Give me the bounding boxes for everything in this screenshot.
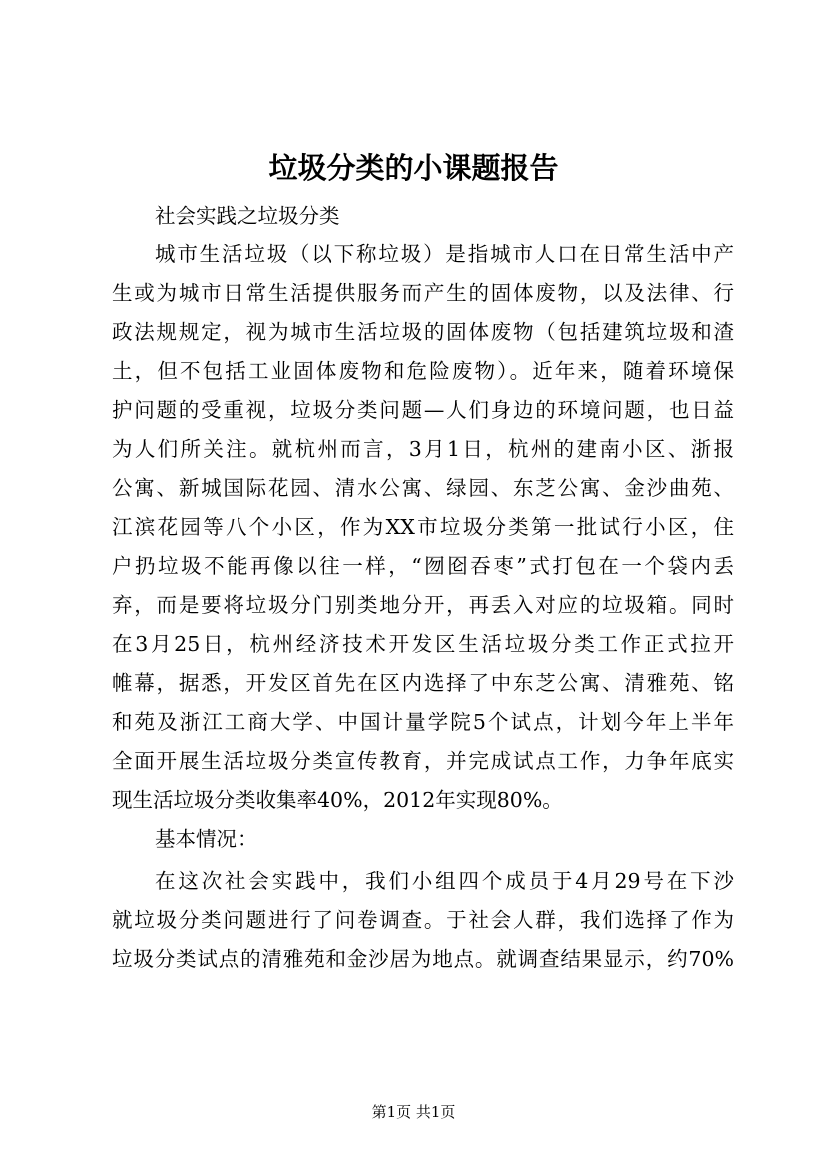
paragraph-line: 护问题的受重视，垃圾分类问题—人们身边的环境问题，也日益 xyxy=(112,398,734,422)
paragraph-line: 垃圾分类试点的清雅苑和金沙居为地点。就调查结果显示，约70% xyxy=(112,947,734,971)
subtitle-line: 社会实践之垃圾分类 xyxy=(155,204,340,228)
paragraph-line: 全面开展生活垃圾分类宣传教育，并完成试点工作，力争年底实 xyxy=(112,749,734,773)
paragraph-line: 在这次社会实践中，我们小组四个成员于4月29号在下沙 xyxy=(155,869,734,893)
paragraph-line: 帷幕，据悉，开发区首先在区内选择了中东芝公寓、清雅苑、铭 xyxy=(112,671,734,695)
paragraph-line: 政法规规定，视为城市生活垃圾的固体废物（包括建筑垃圾和渣 xyxy=(112,320,734,344)
document-title: 垃圾分类的小课题报告 xyxy=(268,151,559,185)
paragraph-line: 户扔垃圾不能再像以往一样，“囫囵吞枣”式打包在一个袋内丢 xyxy=(112,554,734,578)
paragraph-line: 和苑及浙江工商大学、中国计量学院5个试点，计划今年上半年 xyxy=(112,710,734,734)
paragraph-line: 弃，而是要将垃圾分门别类地分开，再丢入对应的垃圾箱。同时 xyxy=(112,593,734,617)
section-heading: 基本情况： xyxy=(155,827,258,851)
paragraph-line: 生或为城市日常生活提供服务而产生的固体废物，以及法律、行 xyxy=(112,281,734,305)
paragraph-line: 江滨花园等八个小区，作为XX市垃圾分类第一批试行小区，住 xyxy=(112,515,734,539)
paragraph-line: 就垃圾分类问题进行了问卷调查。于社会人群，我们选择了作为 xyxy=(112,908,734,932)
page-footer: 第1页 共1页 xyxy=(371,1103,456,1121)
paragraph-line: 现生活垃圾分类收集率40%，2012年实现80%。 xyxy=(112,788,563,812)
paragraph-line: 为人们所关注。就杭州而言，3月1日，杭州的建南小区、浙报 xyxy=(112,437,734,461)
paragraph-line: 在3月25日，杭州经济技术开发区生活垃圾分类工作正式拉开 xyxy=(112,632,734,656)
paragraph-line: 土，但不包括工业固体废物和危险废物）。近年来，随着环境保 xyxy=(112,359,734,383)
paragraph-line: 公寓、新城国际花园、清水公寓、绿园、东芝公寓、金沙曲苑、 xyxy=(112,476,734,500)
paragraph-line: 城市生活垃圾（以下称垃圾）是指城市人口在日常生活中产 xyxy=(155,242,734,266)
